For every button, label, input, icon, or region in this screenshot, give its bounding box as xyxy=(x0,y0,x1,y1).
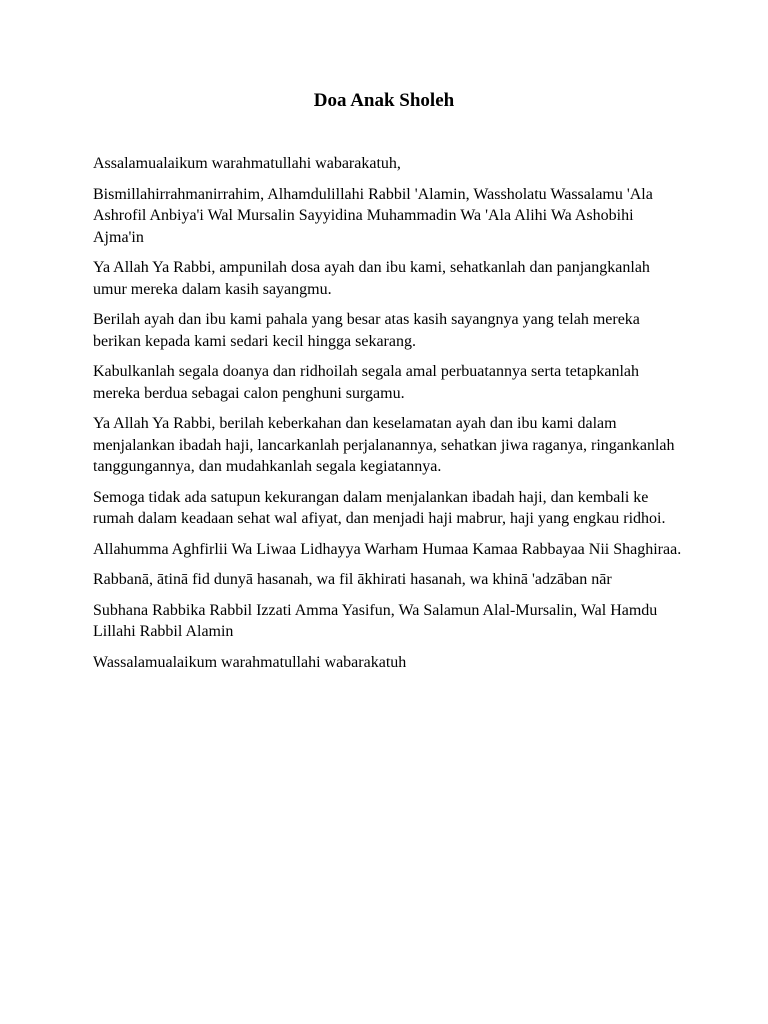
paragraph-ampunilah: Ya Allah Ya Rabbi, ampunilah dosa ayah dan ibu kami, sehatkanlah dan panjangkanlah umur mereka dalam kasih sayangmu. xyxy=(93,259,650,298)
paragraph-allahumma: Allahumma Aghfirlii Wa Liwaa Lidhayya Warham Humaa Kamaa Rabbayaa Nii Shaghiraa. xyxy=(93,540,682,558)
paragraph-berilah-pahala: Berilah ayah dan ibu kami pahala yang besar atas kasih sayangnya yang telah mereka berikan kepada kami sedari kecil hingga sekarang. xyxy=(93,311,640,350)
document-title: Doa Anak Sholeh xyxy=(313,90,455,111)
paragraph-bismillah: Bismillahirrahmanirrahim, Alhamdulillahi Rabbil 'Alamin, Wassholatu Wassalamu 'Ala Ashrofil Anbiya'i Wal Mursalin Sayyidina Muhammadin Wa 'Ala Alihi Wa Ashobihi Ajma'in xyxy=(93,185,653,246)
paragraph-closing-salam: Wassalamualaikum warahmatullahi wabarakatuh xyxy=(93,653,407,671)
paragraph-semoga: Semoga tidak ada satupun kekurangan dalam menjalankan ibadah haji, dan kembali ke rumah dalam keadaan sehat wal afiyat, dan menjadi haji mabrur, haji yang engkau ridhoi. xyxy=(93,488,666,527)
paragraph-subhana: Subhana Rabbika Rabbil Izzati Amma Yasifun, Wa Salamun Alal-Mursalin, Wal Hamdu Lillahi Rabbil Alamin xyxy=(93,601,658,640)
paragraph-kabulkanlah: Kabulkanlah segala doanya dan ridhoilah segala amal perbuatannya serta tetapkanlah mereka berdua sebagai calon penghuni surgamu. xyxy=(93,363,639,402)
paragraph-keberkahan-haji: Ya Allah Ya Rabbi, berilah keberkahan dan keselamatan ayah dan ibu kami dalam menjalankan ibadah haji, lancarkanlah perjalanannya, sehatkan jiwa raganya, ringankanlah tanggungannya, dan mudahkanlah segala kegiatannya. xyxy=(93,415,675,475)
document-body xyxy=(93,153,683,682)
paragraph-opening-salam: Assalamualaikum warahmatullahi wabarakatuh, xyxy=(93,155,401,172)
paragraph-rabbana: Rabbanā, ātinā fid dunyā hasanah, wa fil ākhirati hasanah, wa khinā 'adzāban nār xyxy=(93,571,612,588)
